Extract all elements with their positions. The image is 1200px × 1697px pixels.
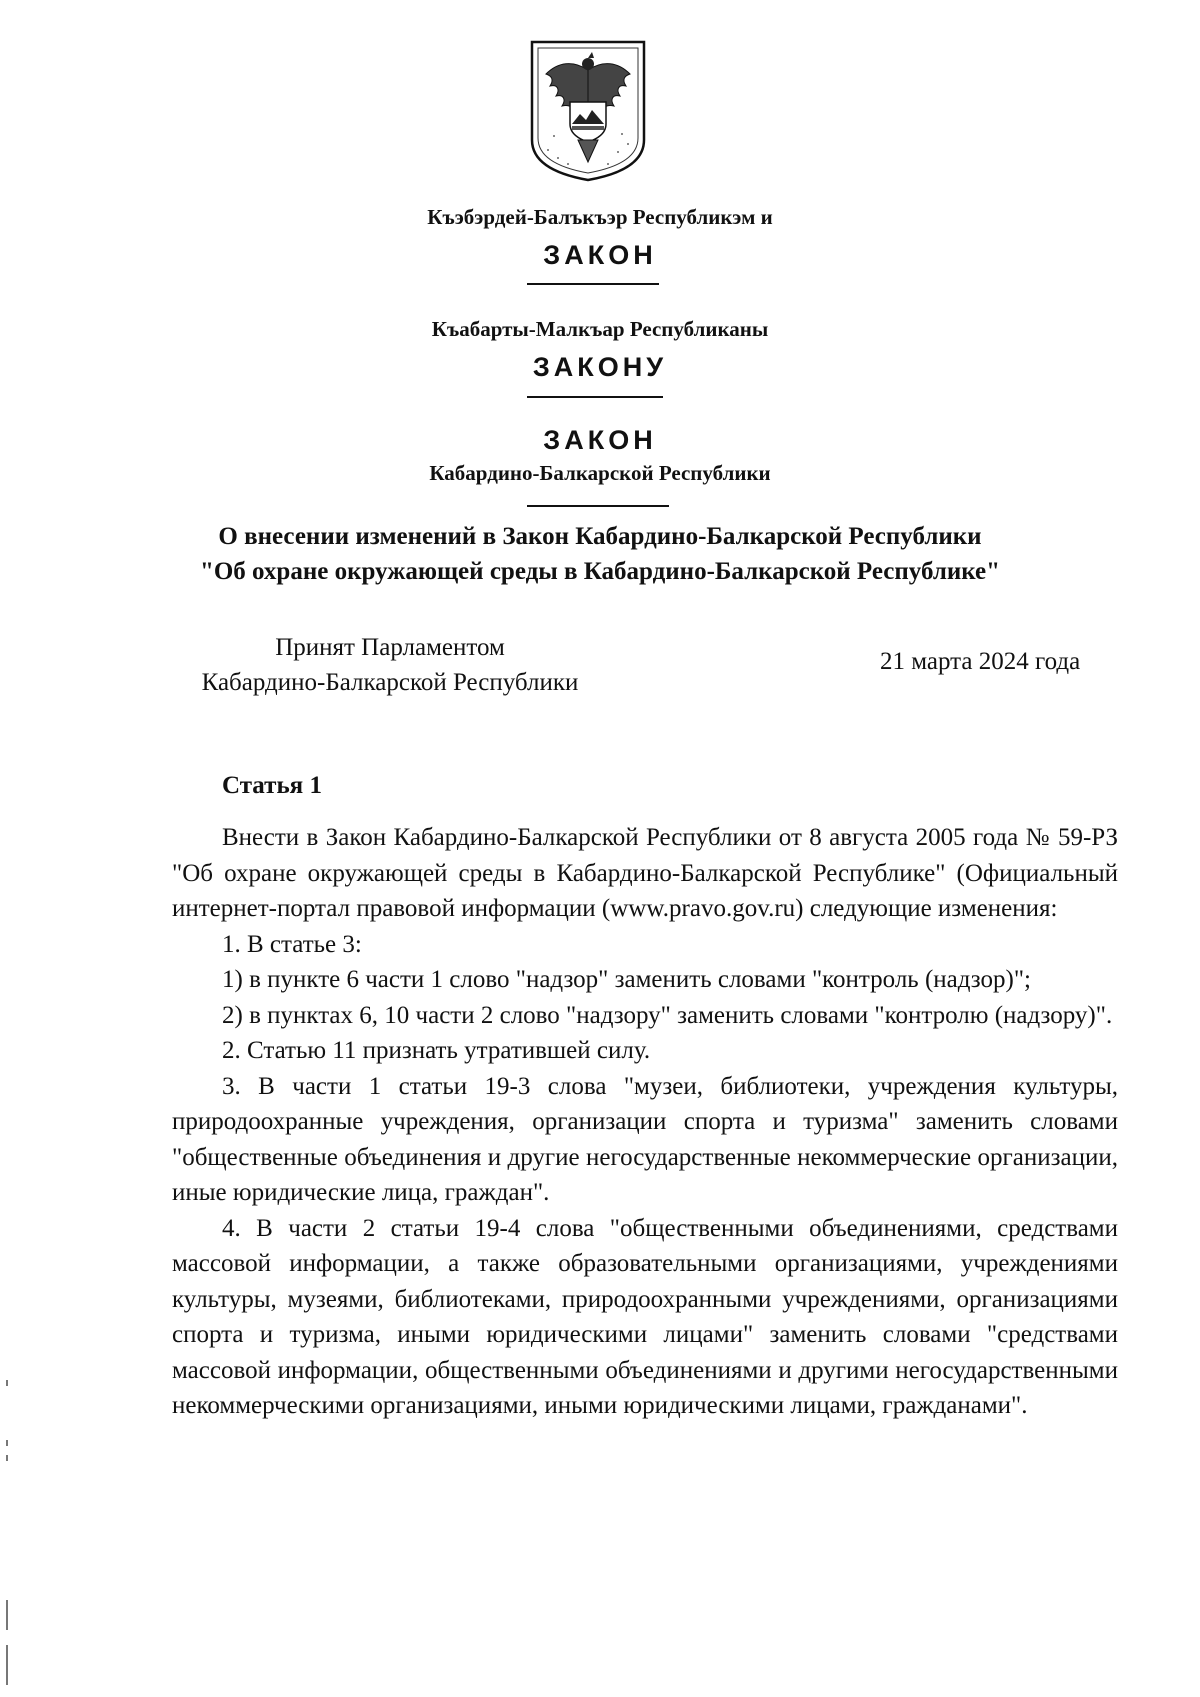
law-title-line-1: О внесении изменений в Закон Кабардино-Балкарской Республики [218,523,982,550]
article-paragraph: 2) в пунктах 6, 10 части 2 слово "надзору" заменить словами "контролю (надзору)". [222,1001,1113,1029]
article-paragraph: 1) в пункте 6 части 1 слово "надзор" заменить словами "контроль (надзор)"; [222,966,1031,993]
russian-law-heading: ЗАКОН [543,425,657,455]
article-body [172,820,1118,1424]
article-paragraph: 4. В части 2 статьи 19-4 слова "общественными объединениями, средствами массовой информации, а также образовательными организациями, учреждениями культуры, музеями, библиотеками, природоохранными учреждениями, организациями спорта и туризма, иными юридическими лицами" заменить словами "средствами массовой информации, общественными объединениями и другими негосударственными некоммерческими организациями, иными юридическими лицами, гражданами". [172,1214,1118,1419]
balkar-law-heading: ЗАКОНУ [532,352,668,382]
article-heading: Статья 1 [222,772,322,799]
article-paragraph: 3. В части 1 статьи 19-3 слова "музеи, библиотеки, учреждения культуры, природоохранные учреждения, организации спорта и туризма" заменить словами "общественные объединения и другие негосударственные некоммерческие организации, иные юридические лица, граждан". [172,1072,1118,1206]
article-paragraph: Внести в Закон Кабардино-Балкарской Республики от 8 августа 2005 года № 59-РЗ "Об охране окружающей среды в Кабардино-Балкарской Республике" (Официальный интернет-портал правовой информации (www.pravo.gov.ru) следующие изменения: [172,824,1118,922]
coat-of-arms-icon [528,40,648,182]
adoption-line-1: Принят Парламентом [275,634,505,661]
law-title-line-2: "Об охране окружающей среды в Кабардино-Балкарской Республике" [199,558,1001,585]
balkar-republic-name: Къабарты-Малкъар Республиканы [431,317,769,341]
adoption-block [160,630,620,700]
article-paragraph: 1. В статье 3: [222,930,362,958]
kabardian-law-heading: ЗАКОН [543,240,657,270]
article-paragraph: 2. Статью 11 признать утратившей силу. [222,1037,651,1064]
adoption-line-2: Кабардино-Балкарской Республики [201,669,579,696]
adoption-date: 21 марта 2024 года [880,648,1081,675]
divider [527,505,669,507]
divider [527,396,663,398]
kabardian-republic-name: Къэбэрдей-Балъкъэр Республикэм и [427,205,773,229]
russian-republic-name: Кабардино-Балкарской Республики [429,461,771,485]
divider [527,283,659,285]
